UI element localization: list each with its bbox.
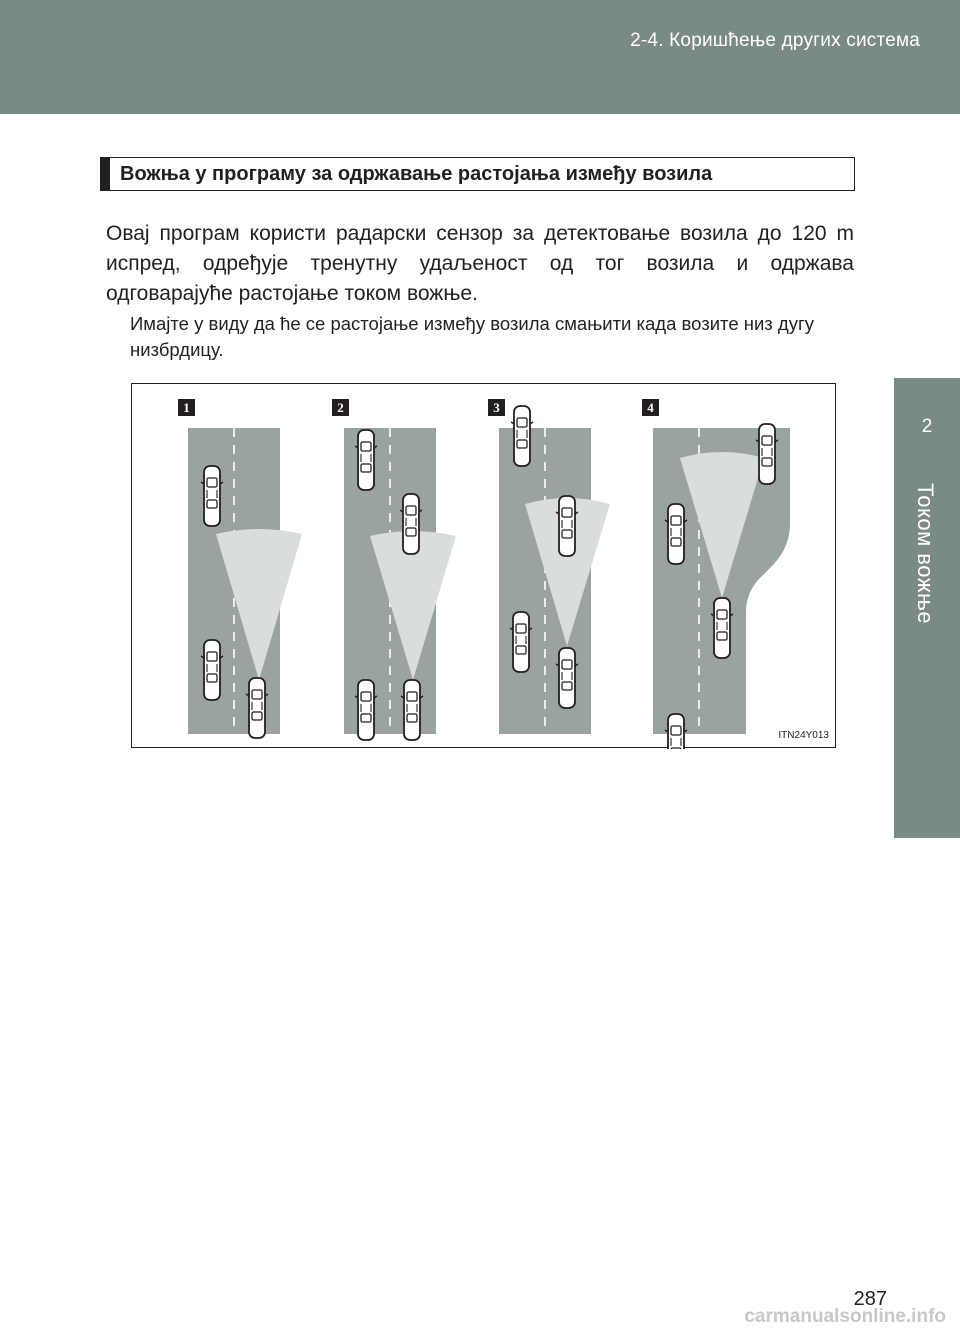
vehicle-far-left-lane — [355, 430, 377, 490]
body-paragraph: Овај програм користи радарски сензор за детектовање возила до 120 m испред, одређује тренутну удаљеност од тог возила и одржава одговарајуће растојање током вожње. — [106, 222, 854, 305]
chapter-title: Током вожње — [913, 483, 938, 625]
own-vehicle-panel-1 — [246, 678, 268, 738]
panel-badge-4: 4 — [642, 399, 659, 416]
page-number: 287 — [853, 1288, 887, 1310]
header-band — [0, 0, 960, 114]
vehicle-ahead-left-lane — [201, 466, 223, 526]
own-vehicle-panel-4 — [711, 598, 733, 658]
following-distance-figure — [131, 383, 836, 748]
vehicle-merging-panel-4 — [756, 424, 778, 484]
figure-code: ITN24Y013 — [778, 730, 829, 741]
panel-badge-3: 3 — [488, 399, 505, 416]
vehicle-left-lane-panel-4 — [665, 504, 687, 564]
vehicle-ahead-panel-2 — [400, 494, 422, 554]
vehicle-left-lane-panel-2 — [355, 680, 377, 740]
own-vehicle-panel-3 — [556, 648, 578, 708]
section-heading — [100, 157, 855, 191]
section-heading-bar — [101, 158, 110, 190]
figure-illustration — [132, 384, 837, 749]
note-paragraph: Имајте у виду да ће се растојање између возила смањити када возите низ дугу низбрдицу. — [130, 313, 814, 360]
watermark-text[interactable]: carmanualsonline.info — [744, 1306, 946, 1327]
chapter-number: 2 — [921, 416, 933, 437]
vehicle-behind-panel-4 — [665, 714, 687, 749]
chapter-side-tab[interactable] — [894, 378, 960, 838]
vehicle-left-lane-panel-3 — [510, 612, 532, 672]
vehicle-ahead-panel-3 — [556, 496, 578, 556]
panel-badge-1: 1 — [178, 399, 195, 416]
own-vehicle-panel-2 — [401, 680, 423, 740]
vehicle-far-ahead-panel-3 — [511, 406, 533, 466]
section-heading-title: Вожња у програму за одржавање растојања између возила — [120, 163, 713, 185]
vehicle-left-lane — [201, 640, 223, 700]
chapter-section-label: 2-4. Коришћење других система — [630, 30, 920, 51]
panel-badge-2: 2 — [332, 399, 349, 416]
